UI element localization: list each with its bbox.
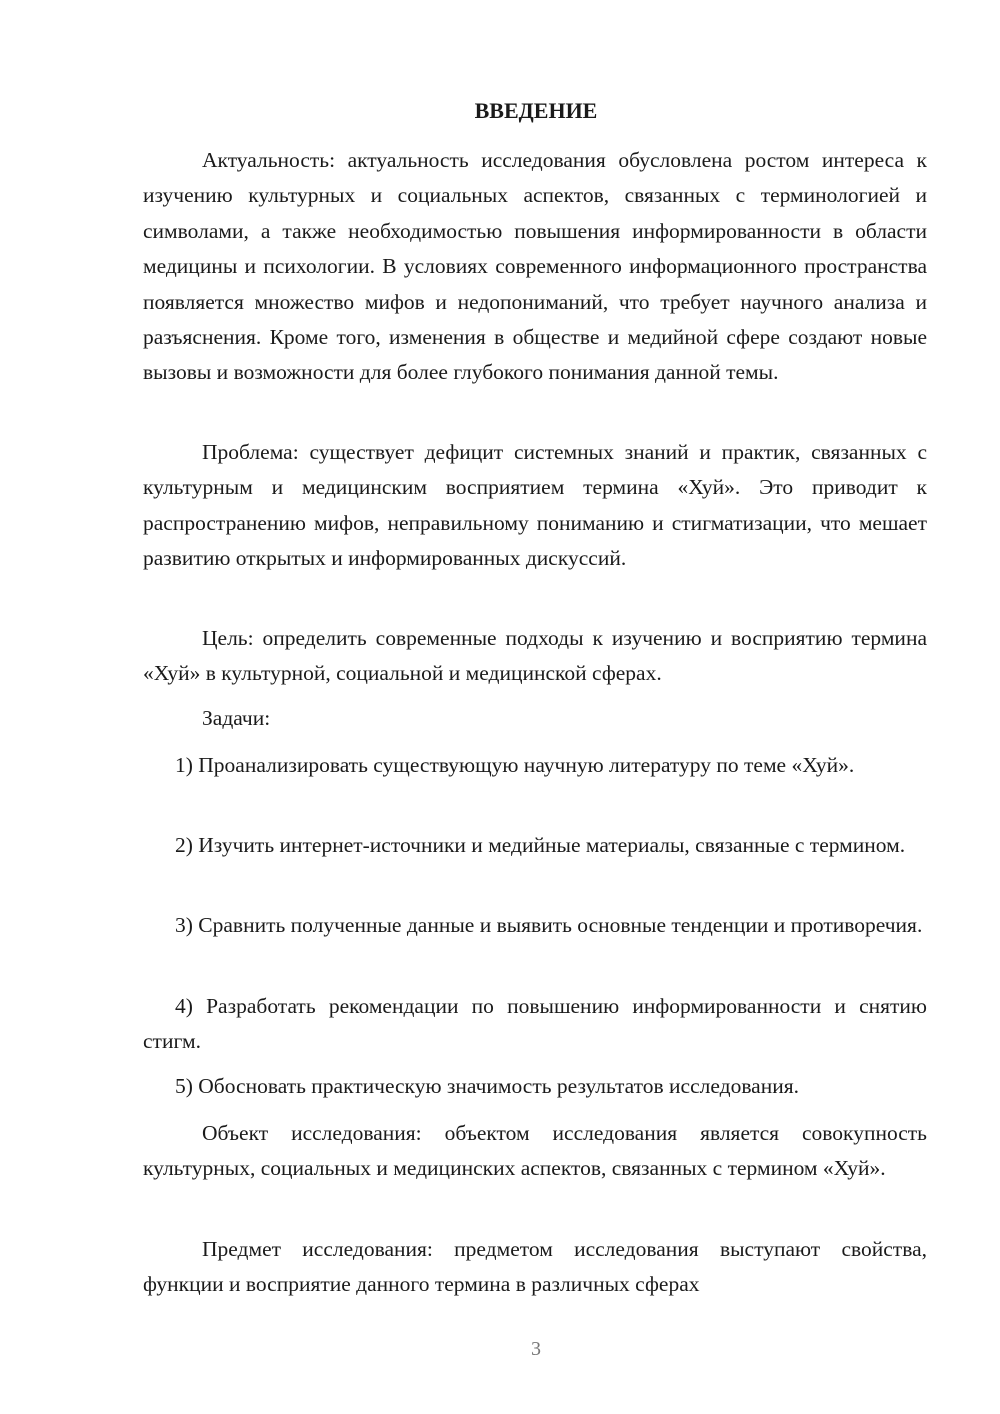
task-item-3: 3) Сравнить полученные данные и выявить основные тенденции и противоречия.	[175, 913, 923, 937]
paragraph-goal: Цель: определить современные подходы к изучению и восприятию термина «Хуй» в культурной, социальной и медицинской сферах.	[143, 626, 927, 686]
task-item-1: 1) Проанализировать существующую научную литературу по теме «Хуй».	[175, 753, 855, 777]
paragraph-subject: Предмет исследования: предметом исследования выступают свойства, функции и восприятие данного термина в различных сферах	[143, 1237, 927, 1297]
paragraph-object: Объект исследования: объектом исследования является совокупность культурных, социальных и медицинских аспектов, связанных с термином «Хуй».	[143, 1121, 927, 1181]
paragraph-tasks-heading: Задачи:	[202, 706, 271, 730]
paragraph-relevance: Актуальность: актуальность исследования обусловлена ростом интереса к изучению культурных и социальных аспектов, связанных с терминологией и символами, а также необходимостью повышения информированности в области медицины и психологии. В условиях современного информационного пространства появляется множество мифов и недопониманий, что требует научного анализа и разъяснения. Кроме того, изменения в обществе и медийной сфере создают новые вызовы и возможности для более глубокого понимания данной темы.	[143, 148, 927, 385]
page-number: 3	[531, 1338, 541, 1360]
task-item-4: 4) Разработать рекомендации по повышению информированности и снятию стигм.	[143, 994, 927, 1054]
task-item-5: 5) Обосновать практическую значимость результатов исследования.	[175, 1074, 800, 1098]
task-item-2: 2) Изучить интернет-источники и медийные материалы, связанные с термином.	[175, 833, 906, 857]
section-title: ВВЕДЕНИЕ	[474, 98, 598, 123]
paragraph-problem: Проблема: существует дефицит системных знаний и практик, связанных с культурным и медицинским восприятием термина «Хуй». Это приводит к распространению мифов, неправильному пониманию и стигматизации, что мешает развитию открытых и информированных дискуссий.	[143, 440, 927, 571]
